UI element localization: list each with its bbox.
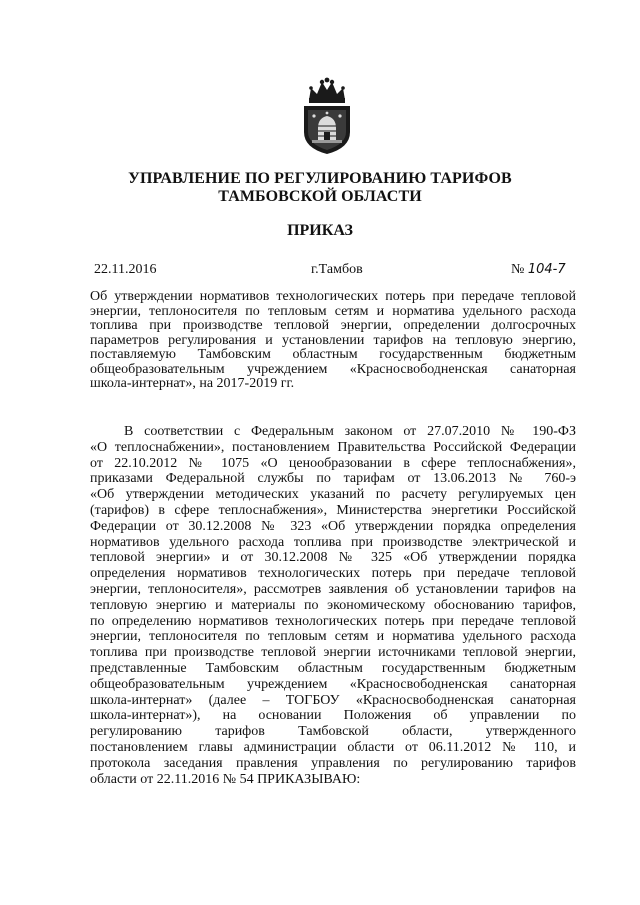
- document-number-prefix: №: [511, 262, 525, 277]
- body-line: постановлением главы администрации области от 06.11.2012 № 110, и: [90, 739, 576, 755]
- body-line: регулированию тарифов Тамбовской области, утвержденного: [90, 724, 576, 740]
- body-line: приказами Федеральной службы по тарифам от 13.06.2013 № 760-э: [90, 471, 576, 487]
- body-line: (тарифов) в сфере теплоснабжения», Министерства энергетики Российской: [90, 502, 576, 518]
- body-line: определения нормативов технологических потерь при передаче тепловой: [90, 566, 576, 582]
- title-line: школа-интернат», на 2017-2019 гг.: [90, 376, 295, 391]
- body-line: представленные Тамбовским областным государственным бюджетным: [90, 660, 576, 676]
- body-line: энергии, теплоносителя по тепловым сетям и норматива удельного расхода: [90, 629, 576, 645]
- body-line: области от 22.11.2016 № 54 ПРИКАЗЫВАЮ:: [90, 771, 361, 787]
- coat-of-arms-emblem: [296, 76, 358, 156]
- body-line: энергии, теплоносителя», рассмотрев заявления об установлении тарифов на: [90, 581, 576, 597]
- body-line: по определению нормативов технологических потерь при передаче тепловой: [90, 613, 576, 629]
- body-line: тепловую энергию и материалы по экономическому обоснованию тарифов,: [90, 597, 576, 613]
- body-line: протокола заседания правления управления по регулированию тарифов: [90, 755, 576, 771]
- title-line: энергии, теплоносителя по тепловым сетям и норматива удельного расхода: [90, 303, 576, 319]
- body-line: «О теплоснабжении», постановлением Правительства Российской Федерации: [90, 439, 576, 455]
- body-line: «Об утверждении методических указаний по расчету регулируемых цен: [90, 487, 576, 503]
- document-number: [511, 262, 566, 278]
- body-line: общеобразовательным учреждением «Красносвободненская санаторная: [90, 676, 576, 692]
- document-body: [90, 424, 576, 787]
- body-line: школа-интернат» (далее – ТОГБОУ «Красносвободненская санаторная: [90, 692, 576, 708]
- title-line: общеобразовательным учреждением «Красносвободненская санаторная: [90, 361, 576, 377]
- body-line: В соответствии с Федеральным законом от 27.07.2010 № 190-ФЗ: [124, 424, 576, 439]
- title-line: поставляемую Тамбовским областным государственным бюджетным: [90, 347, 576, 362]
- title-line: параметров регулирования и установлении тарифов на тепловую энергию,: [90, 332, 576, 348]
- document-city: г.Тамбов: [311, 262, 363, 277]
- body-line: школа-интернат»), на основании Положения об управлении по: [90, 708, 576, 724]
- document-number-handwritten: 104-7: [527, 262, 566, 277]
- body-line: Федерации от 30.12.2008 № 323 «Об утверждении порядка определения: [90, 518, 576, 534]
- body-line: от 22.10.2012 № 1075 «О ценообразовании в сфере теплоснабжения»,: [90, 455, 576, 471]
- document-date: 22.11.2016: [94, 262, 157, 277]
- document-title: [90, 290, 576, 392]
- document-type: ПРИКАЗ: [287, 222, 353, 239]
- title-line: топлива при производстве тепловой энергии, определении долгосрочных: [90, 318, 576, 333]
- body-line: нормативов удельного расхода топлива при производстве электрической и: [90, 534, 576, 550]
- title-line: Об утверждении нормативов технологических потерь при передаче тепловой: [90, 289, 576, 304]
- body-line: тепловой энергии» и от 30.12.2008 № 325 «Об утверждении порядка: [90, 550, 576, 566]
- organization-name-line1: УПРАВЛЕНИЕ ПО РЕГУЛИРОВАНИЮ ТАРИФОВ: [128, 170, 512, 187]
- body-line: топлива при производстве тепловой энергии источниками тепловой энергии,: [90, 645, 576, 661]
- organization-name-line2: ТАМБОВСКОЙ ОБЛАСТИ: [218, 188, 422, 205]
